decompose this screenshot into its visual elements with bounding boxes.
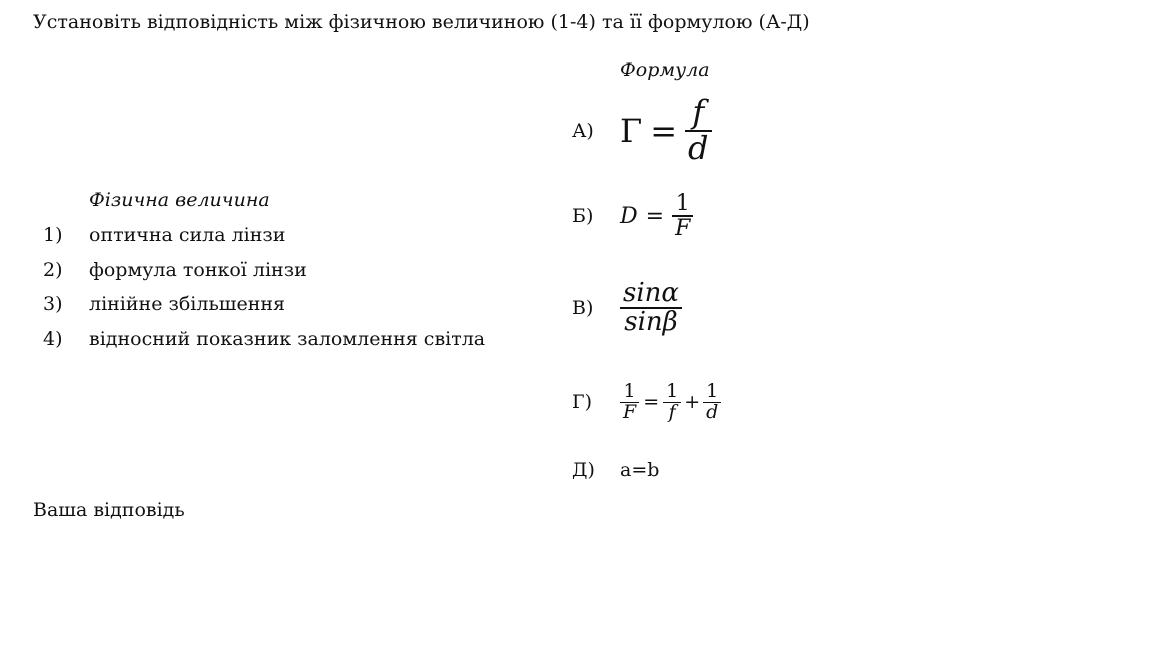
option-letter: В): [572, 297, 594, 320]
item-label: формула тонкої лінзи: [89, 258, 307, 281]
fraction: [685, 93, 711, 167]
list-item: [43, 322, 485, 357]
formula-d: [620, 382, 721, 423]
quantities-header: Фізична величина: [89, 189, 270, 211]
formula-lhs: D: [620, 203, 638, 229]
item-number: 4): [43, 327, 63, 350]
list-item: [43, 253, 485, 288]
item-number: 3): [43, 293, 63, 316]
denominator: sinβ: [624, 307, 678, 338]
formula-equals: =: [645, 203, 665, 229]
list-item: [43, 218, 485, 253]
formula-equals: =: [650, 111, 678, 150]
formula-lhs: Γ: [620, 111, 643, 150]
item-label: оптична сила лінзи: [89, 224, 286, 247]
denominator: F: [675, 216, 691, 242]
formula-option-d: [572, 382, 721, 423]
formula-e: a=b: [620, 459, 660, 481]
formula-option-e: [572, 459, 659, 481]
item-label: відносний показник заломлення світла: [89, 327, 486, 350]
option-letter: Д): [572, 459, 595, 481]
clipped-text-line: [33, 494, 293, 521]
clipped-text: Ваша відповідь: [33, 499, 185, 521]
numerator: 1: [666, 380, 679, 402]
numerator: f: [692, 93, 705, 131]
fraction: [620, 382, 639, 423]
option-letter: А): [572, 119, 594, 142]
formula-option-a: [572, 93, 712, 167]
item-number: 2): [43, 258, 63, 281]
formulas-header: Формула: [620, 59, 710, 81]
formula-equals: =: [643, 391, 660, 414]
numerator: 1: [706, 380, 719, 402]
numerator: 1: [675, 191, 690, 216]
option-letter: Г): [572, 391, 592, 414]
numerator: sinα: [623, 278, 679, 308]
quantities-list: [43, 186, 485, 356]
formula-a: [620, 93, 712, 167]
formula-option-b: [572, 192, 693, 240]
denominator: F: [623, 400, 637, 423]
denominator: d: [688, 128, 709, 167]
numerator: 1: [623, 380, 636, 402]
denominator: f: [668, 400, 676, 423]
fraction: [672, 192, 693, 240]
formula-option-c: [572, 280, 682, 337]
fraction: [620, 280, 682, 337]
question-text: Установіть відповідність між фізичною величиною (1-4) та її формулою (А-Д): [33, 11, 810, 33]
option-letter: Б): [572, 205, 594, 228]
fraction: [703, 382, 721, 423]
formula-b: [620, 192, 693, 240]
fraction: [663, 382, 681, 423]
list-item: [43, 287, 485, 322]
denominator: d: [706, 400, 719, 423]
item-label: лінійне збільшення: [89, 293, 286, 316]
formula-c: [620, 280, 682, 337]
formula-plus: +: [684, 391, 701, 414]
item-number: 1): [43, 224, 63, 247]
